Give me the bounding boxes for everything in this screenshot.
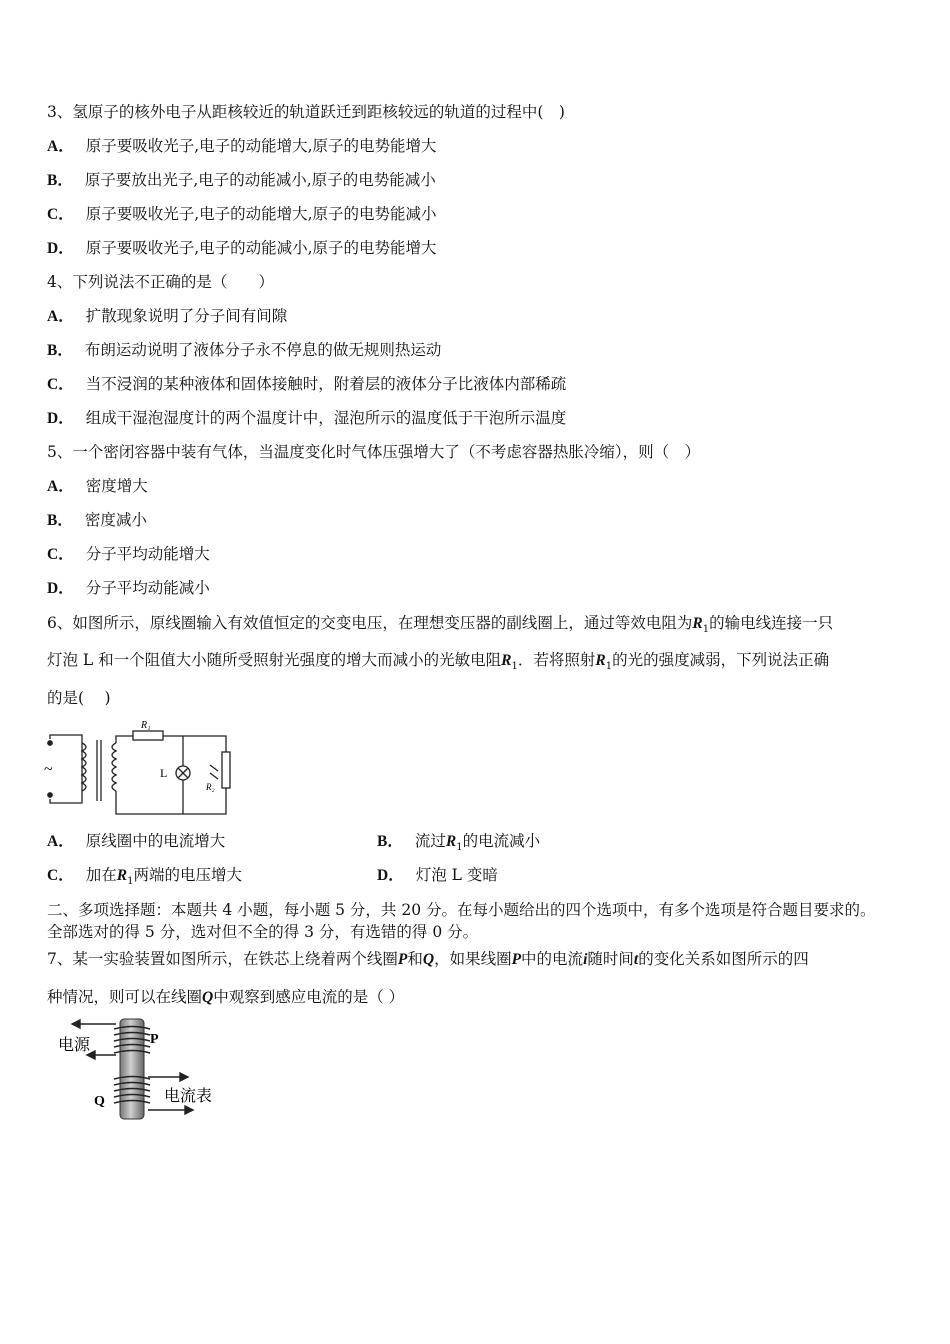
option-label: D． <box>47 580 74 597</box>
label-q: Q <box>94 1094 105 1109</box>
q5-option-a <box>47 476 148 497</box>
q4-option-c <box>47 374 566 395</box>
var-r1: R <box>595 652 606 669</box>
q3-option-b <box>47 170 436 191</box>
label-r2: R₂ <box>206 782 215 792</box>
label-l: L <box>160 766 168 780</box>
q3-option-d <box>47 238 437 259</box>
q6-option-b <box>377 831 540 858</box>
q5-option-d <box>47 578 210 599</box>
option-text: 布朗运动说明了液体分子永不停息的做无规则热运动 <box>84 341 442 359</box>
iron-core-figure <box>50 1015 230 1125</box>
var-q: Q <box>202 989 214 1006</box>
option-label: C． <box>47 546 74 563</box>
option-label: B． <box>377 833 403 850</box>
text-run: 种情况，则可以在线圈 <box>47 988 203 1006</box>
light-ray-1 <box>210 765 218 771</box>
primary-coil <box>82 743 86 791</box>
q4-option-d <box>47 408 566 429</box>
q6-option-c <box>47 865 242 892</box>
section-2-instructions <box>47 899 917 943</box>
option-text: 扩散现象说明了分子间有间隙 <box>85 307 288 325</box>
sub-1: 1 <box>702 624 710 636</box>
secondary-wire-right <box>163 736 226 752</box>
q6-stem-line3: 的是( ) <box>47 689 111 707</box>
text-run: 6、如图所示，原线圈输入有效值恒定的交变电压，在理想变压器的副线圈上，通过等效电阻为 <box>47 614 693 632</box>
text-run: 的输电线连接一只 <box>709 614 834 632</box>
option-text: 两端的电压增大 <box>133 866 242 884</box>
option-text: 的电流减小 <box>462 832 541 850</box>
text-run: 中观察到感应电流的是（ ） <box>213 988 405 1006</box>
label-meter: 电流表 <box>164 1088 213 1105</box>
option-label: C． <box>47 867 74 884</box>
text-run: ．若将照射 <box>517 651 596 669</box>
sub-1: 1 <box>127 876 134 888</box>
option-text: 密度减小 <box>84 511 147 529</box>
text-run: 灯泡 L 和一个阻值大小随所受照射光强度的增大而减小的光敏电阻 <box>47 651 502 669</box>
label-p: P <box>150 1032 159 1047</box>
q4-option-a <box>47 306 287 327</box>
option-text: 流过 <box>414 832 446 850</box>
var-r1: R <box>445 833 457 850</box>
sub-1: 1 <box>605 661 613 673</box>
option-text: 分子平均动能增大 <box>85 545 210 563</box>
terminal-top <box>48 741 52 745</box>
q5-option-b <box>47 510 147 531</box>
option-text: 当不浸润的某种液体和固体接触时，附着层的液体分子比液体内部稀疏 <box>85 375 567 393</box>
resistor-r1 <box>133 731 163 740</box>
section-2-line2: 全部选对的得 5 分，选对但不全的得 3 分，有选错的得 0 分。 <box>47 923 479 941</box>
option-label: D． <box>47 240 74 257</box>
q5-option-c <box>47 544 210 565</box>
option-text: 加在 <box>85 866 117 884</box>
text-run: 的光的强度减弱，下列说法正确 <box>612 651 830 669</box>
q4-option-b <box>47 340 441 361</box>
var-i: i <box>583 951 588 968</box>
option-text: 原子要吸收光子,电子的动能减小,原子的电势能增大 <box>85 239 437 257</box>
terminal-bottom <box>48 793 52 797</box>
option-text: 分子平均动能减小 <box>85 579 210 597</box>
text-run: ，如果线圈 <box>434 950 512 968</box>
q4-stem: 4、下列说法不正确的是（ ） <box>47 273 274 291</box>
option-text: 原子要吸收光子,电子的动能增大,原子的电势能增大 <box>85 137 437 155</box>
sub-1: 1 <box>511 661 518 673</box>
option-label: B． <box>47 172 73 189</box>
circuit-diagram <box>40 715 240 820</box>
light-ray-2 <box>210 773 218 779</box>
option-text: 原子要吸收光子,电子的动能增大,原子的电势能减小 <box>85 205 437 223</box>
var-p: P <box>397 951 408 968</box>
q3-option-a <box>47 136 437 157</box>
sub-1: 1 <box>456 842 463 854</box>
secondary-wire-top <box>116 736 133 743</box>
option-label: A． <box>47 833 74 850</box>
text-run: 随时间 <box>587 950 634 968</box>
q6-stem-line2 <box>47 650 829 677</box>
option-label: D． <box>47 410 74 427</box>
q3-option-c <box>47 204 437 225</box>
var-q: Q <box>422 951 435 968</box>
var-r1: R <box>501 652 512 669</box>
option-label: B． <box>47 342 73 359</box>
ac-symbol: ~ <box>44 761 53 778</box>
option-label: D． <box>377 867 404 884</box>
q7-stem-line2 <box>47 987 404 1008</box>
option-label: C． <box>47 376 74 393</box>
arrow-right-icon <box>185 1106 193 1114</box>
option-text: 密度增大 <box>85 477 148 495</box>
option-text: 灯泡 L 变暗 <box>415 866 498 884</box>
text-run: 中的电流 <box>521 950 584 968</box>
q3-stem: 3、氢原子的核外电子从距核较近的轨道跃迁到距核较远的轨道的过程中( ) <box>47 103 565 121</box>
q5-stem: 5、一个密闭容器中装有气体，当温度变化时气体压强增大了（不考虑容器热胀冷缩），则（ ） <box>47 443 701 461</box>
var-p: P <box>511 951 522 968</box>
arrow-right-icon <box>180 1073 188 1081</box>
option-label: B． <box>47 512 73 529</box>
option-label: A． <box>47 308 74 325</box>
option-label: A． <box>47 138 74 155</box>
q6-option-a <box>47 831 225 852</box>
var-r1: R <box>116 867 128 884</box>
label-r1: R₁ <box>141 720 151 731</box>
primary-wire <box>50 735 82 803</box>
resistor-r2 <box>222 752 230 788</box>
text-run: 的变化关系如图所示的四 <box>638 950 809 968</box>
option-label: A． <box>47 478 74 495</box>
text-run: 7、某一实验装置如图所示，在铁芯上绕着两个线圈 <box>47 950 398 968</box>
option-text: 原线圈中的电流增大 <box>85 832 226 850</box>
q6-stem-line1 <box>47 613 833 640</box>
option-text: 组成干湿泡湿度计的两个温度计中，湿泡所示的温度低于干泡所示温度 <box>85 409 567 427</box>
var-t: t <box>633 951 639 968</box>
q7-stem-line1 <box>47 949 809 970</box>
label-power: 电源 <box>58 1037 91 1054</box>
q6-option-d <box>377 865 498 886</box>
arrow-left-icon <box>72 1020 80 1028</box>
var-r1: R <box>692 615 703 632</box>
option-text: 原子要放出光子,电子的动能减小,原子的电势能减小 <box>84 171 436 189</box>
iron-core <box>120 1019 144 1119</box>
text-run: 和 <box>407 950 423 968</box>
secondary-coil <box>112 743 116 791</box>
option-label: C． <box>47 206 74 223</box>
section-2-line1: 二、多项选择题：本题共 4 小题，每小题 5 分，共 20 分。在每小题给出的四个选项中，有多个选项是符合题目要求的。 <box>47 901 876 919</box>
